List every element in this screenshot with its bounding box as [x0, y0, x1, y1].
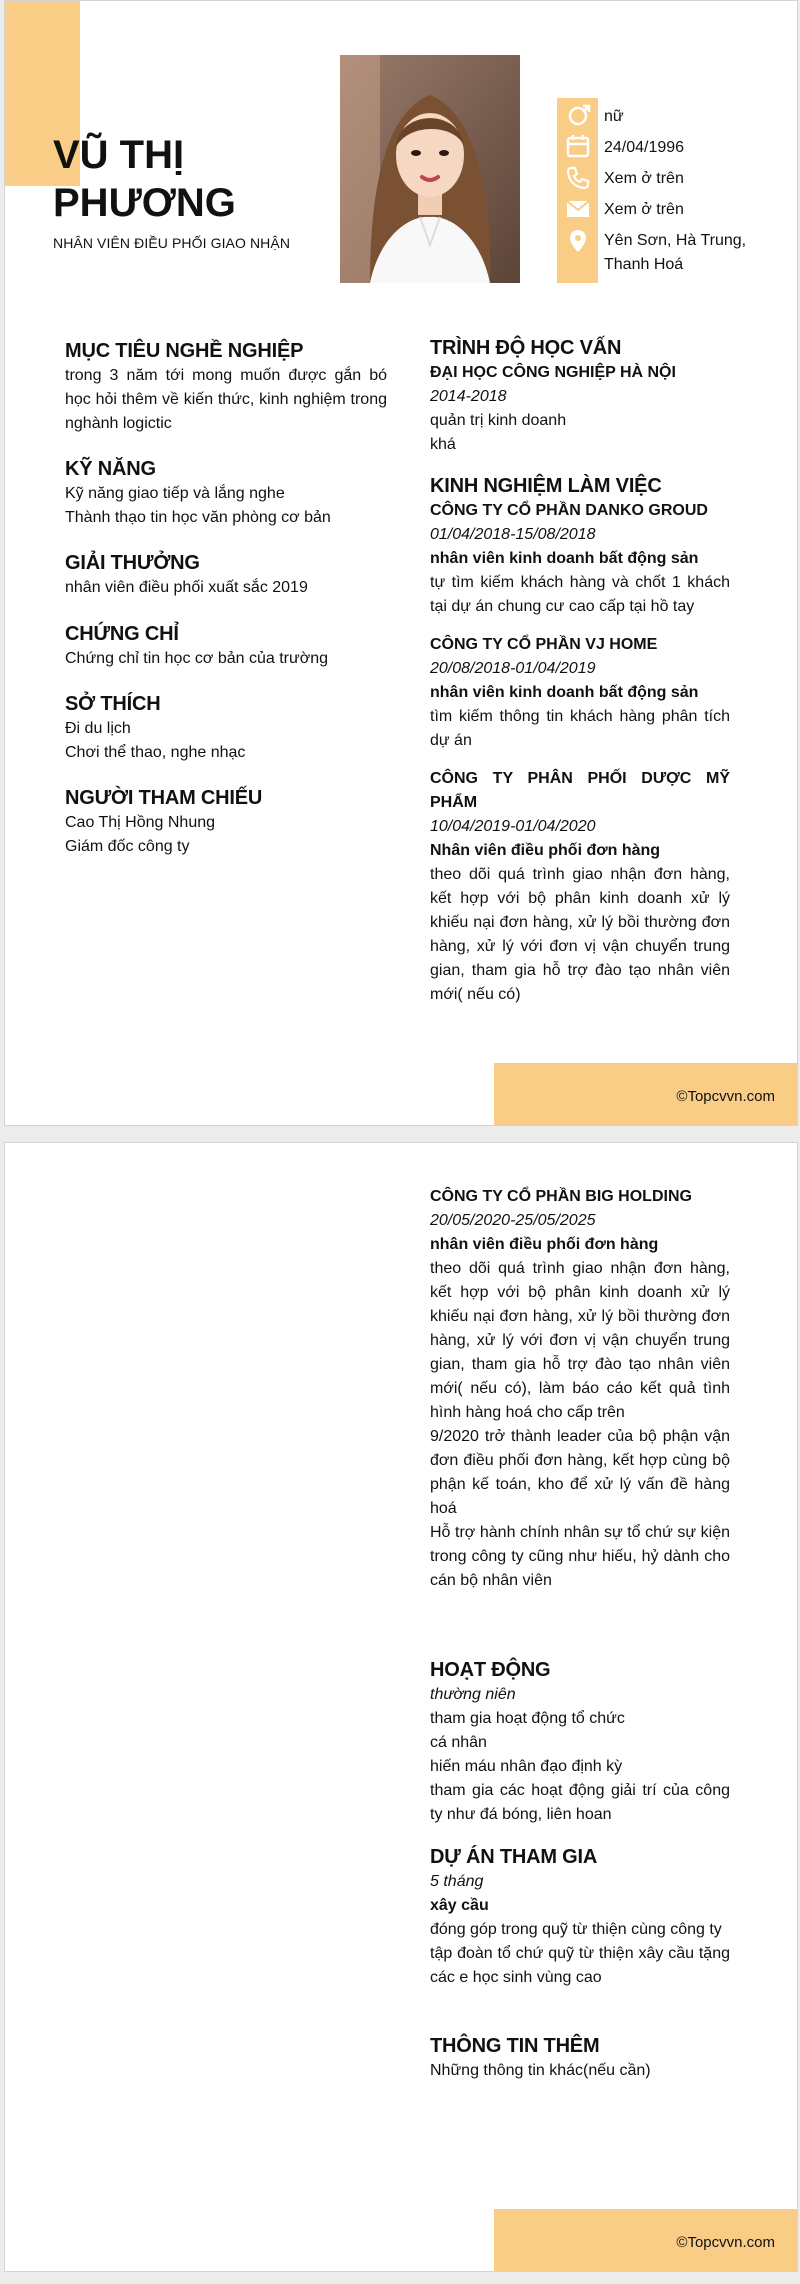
- section-title: GIẢI THƯỞNG: [65, 552, 200, 574]
- section-title: DỰ ÁN THAM GIA: [430, 1846, 598, 1868]
- list-item: Chơi thể thao, nghe nhạc: [65, 744, 246, 761]
- list-item: tập đoàn tổ chứ quỹ từ thiện xây cầu tặng các e học sinh vùng cao: [430, 1945, 730, 1986]
- footer-brand: ©Topcvvn.com: [676, 1088, 775, 1105]
- activity-role: thường niên: [430, 1686, 516, 1703]
- section-title: NGƯỜI THAM CHIẾU: [65, 787, 263, 809]
- list-item: tham gia hoạt động tổ chức: [430, 1710, 625, 1727]
- education-period: 2014-2018: [430, 388, 507, 405]
- school-name: ĐẠI HỌC CÔNG NGHIỆP HÀ NỘI: [430, 364, 676, 381]
- list-item: Giám đốc công ty: [65, 838, 190, 855]
- education-major: quản trị kinh doanh: [430, 412, 567, 429]
- section-title: TRÌNH ĐỘ HỌC VẤN: [430, 337, 622, 359]
- education-grade: khá: [430, 436, 456, 453]
- cv-page-1: [4, 0, 798, 1126]
- section-more-info: [430, 2033, 730, 2083]
- list-item: hiến máu nhân đạo định kỳ: [430, 1758, 623, 1775]
- section-title: HOẠT ĐỘNG: [430, 1659, 551, 1681]
- email-icon: [565, 196, 591, 222]
- section-skills: [65, 456, 387, 530]
- experience-item: [430, 767, 730, 1007]
- section-title: CHỨNG CHỈ: [65, 623, 179, 645]
- company-name: CÔNG TY CỔ PHẦN BIG HOLDING: [430, 1188, 692, 1205]
- footer-brand: ©Topcvvn.com: [676, 2234, 775, 2251]
- section-projects: [430, 1844, 730, 1990]
- experience-item: [430, 633, 730, 753]
- section-experience: [430, 473, 730, 1007]
- experience-item: [430, 499, 730, 619]
- section-hobbies: [65, 691, 387, 765]
- calendar-icon: [565, 133, 591, 159]
- objective-text: trong 3 năm tới mong muốn được gắn bó học hỏi thêm về kiến thức, kinh nghiệm trong nghành logictic: [65, 367, 387, 432]
- job-description: Hỗ trợ hành chính nhân sự tổ chứ sự kiện trong công ty cũng như hiếu, hỷ dành cho cán bộ nhân viên: [430, 1524, 730, 1589]
- section-references: [65, 785, 387, 859]
- contact-address: Yên Sơn, Hà Trung, Thanh Hoá: [604, 232, 747, 273]
- list-item: nhân viên điều phối xuất sắc 2019: [65, 579, 308, 596]
- section-title: KỸ NĂNG: [65, 458, 156, 480]
- job-description: theo dõi quá trình giao nhận đơn hàng, kết hợp với bộ phân kinh doanh xử lý khiếu nại đơn hàng, xử lý bồi thường đơn hàng, xử lý với đơn vị vận chuyển trung gian, tham gia hỗ trợ đào tạo nhân viên mới( nếu có): [430, 866, 730, 1003]
- cv-page-2: [4, 1142, 798, 2272]
- list-item: Đi du lịch: [65, 720, 131, 737]
- job-description: 9/2020 trở thành leader của bộ phận vận đơn điều phối đơn hàng, kết hợp cùng bộ phận kế toán, kho để xử lý vấn đề hàng hoá: [430, 1428, 730, 1517]
- project-role: xây cầu: [430, 1897, 489, 1914]
- job-period: 20/05/2020-25/05/2025: [430, 1212, 596, 1229]
- section-title: THÔNG TIN THÊM: [430, 2035, 600, 2057]
- list-item: Thành thạo tin học văn phòng cơ bản: [65, 509, 331, 526]
- job-description: tìm kiếm thông tin khách hàng phân tích dự án: [430, 708, 730, 749]
- candidate-name: VŨ THỊ PHƯƠNG: [53, 133, 236, 225]
- profile-photo: [340, 55, 520, 283]
- job-description: theo dõi quá trình giao nhận đơn hàng, kết hợp với bộ phân kinh doanh xử lý khiếu nại đơn hàng, xử lý bồi thường đơn hàng, xử lý với đơn vị vận chuyển trung gian, tham gia hỗ trợ đào tạo nhân viên mới( nếu có), làm báo cáo kết quả tình hình hàng hoá cho cấp trên: [430, 1260, 730, 1421]
- list-item: Chứng chỉ tin học cơ bản của trường: [65, 650, 328, 667]
- contact-email: Xem ở trên: [604, 201, 684, 218]
- list-item: Kỹ năng giao tiếp và lắng nghe: [65, 485, 285, 502]
- location-pin-icon: [565, 228, 591, 254]
- job-role: nhân viên kinh doanh bất động sản: [430, 684, 699, 701]
- contact-birthday: 24/04/1996: [604, 139, 685, 156]
- job-description: tự tìm kiếm khách hàng và chốt 1 khách tại dự án chung cư cao cấp tại hồ tay: [430, 574, 730, 615]
- job-role: nhân viên kinh doanh bất động sản: [430, 550, 699, 567]
- project-period: 5 tháng: [430, 1873, 484, 1890]
- job-role: Nhân viên điều phối đơn hàng: [430, 842, 661, 859]
- list-item: Cao Thị Hồng Nhung: [65, 814, 216, 831]
- list-item: cá nhân: [430, 1734, 487, 1751]
- contact-gender: nữ: [604, 108, 624, 125]
- company-name: CÔNG TY PHÂN PHỐI DƯỢC MỸ PHẨM: [430, 770, 730, 811]
- phone-icon: [565, 165, 591, 191]
- job-period: 10/04/2019-01/04/2020: [430, 818, 596, 835]
- section-title: MỤC TIÊU NGHỀ NGHIỆP: [65, 340, 304, 362]
- experience-item: [430, 1185, 730, 1593]
- list-item: tham gia các hoạt động giải trí của công ty như đá bóng, liên hoan: [430, 1782, 730, 1823]
- section-activities: [430, 1657, 730, 1827]
- section-title: KINH NGHIỆM LÀM VIỆC: [430, 475, 662, 497]
- section-objective: [65, 338, 387, 436]
- section-title: SỞ THÍCH: [65, 693, 161, 715]
- section-education: [430, 335, 730, 457]
- job-period: 01/04/2018-15/08/2018: [430, 526, 596, 543]
- company-name: CÔNG TY CỔ PHẦN VJ HOME: [430, 636, 658, 653]
- portrait-illustration: [340, 55, 520, 283]
- job-role: nhân viên điều phối đơn hàng: [430, 1236, 659, 1253]
- contact-phone: Xem ở trên: [604, 170, 684, 187]
- list-item: đóng góp trong quỹ từ thiện cùng công ty: [430, 1921, 722, 1938]
- job-period: 20/08/2018-01/04/2019: [430, 660, 596, 677]
- candidate-job-title: NHÂN VIÊN ĐIỀU PHỐI GIAO NHẬN: [53, 235, 291, 251]
- section-certificates: [65, 621, 387, 671]
- more-info-text: Những thông tin khác(nếu cần): [430, 2062, 651, 2079]
- company-name: CÔNG TY CỔ PHẦN DANKO GROUD: [430, 502, 708, 519]
- gender-icon: [565, 102, 591, 128]
- section-awards: [65, 550, 387, 600]
